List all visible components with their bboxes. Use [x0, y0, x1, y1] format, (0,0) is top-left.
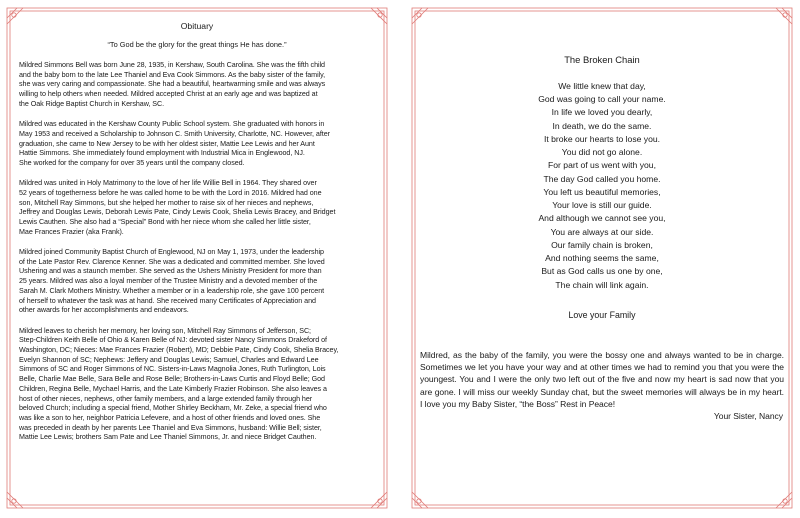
poem-title: The Broken Chain: [564, 54, 640, 65]
obituary-paragraph: [19, 327, 375, 444]
obituary-paragraph: [19, 248, 375, 316]
obituary-content: [19, 18, 375, 502]
paragraph-line: Hattie Simmons. She immediately found employment with Industrial Mica in Englewood, NJ.: [19, 149, 305, 158]
paragraph-line: Mildred was united in Holy Matrimony to the love of her life Willie Bell in 1964. They shared over: [19, 179, 317, 188]
paragraph-line: Mildred was educated in the Kershaw County Public School system. She graduated with honors in: [19, 120, 325, 129]
poem-page: [408, 4, 796, 512]
paragraph-line: Mildred leaves to cherish her memory, her loving son, Mitchell Ray Simmons of Jefferson, SC;: [19, 326, 311, 335]
paragraph-line: graduation, she came to New Jersey to be with her oldest sister, Mattie Lee Lewis and her Aunt: [19, 139, 315, 148]
paragraph-line: Mattie Lee Lewis; brothers Sam Pate and Lee Thaniel Simmons, Jr. and niece Bridget Cauthen.: [19, 433, 317, 442]
paragraph-line: Sarah M. Clark Mothers Ministry. Whether a member or in a leadership role, she gave 100 percent: [19, 286, 325, 295]
paragraph-line: was preceded in death by her parents Lee Thaniel and Eva Simmons, husband: Willie Bell; sister,: [19, 423, 322, 432]
paragraph-line: beloved Church; including a special friend, Mother Shirley Beckham, Mr. Zeke, a special friend who: [19, 404, 327, 413]
poem-line: But as God calls us one by one,: [541, 266, 663, 277]
poem-line: The chain will link again.: [555, 279, 649, 290]
paragraph-line: Lewis Cauthen. She also had a “Special” Bond with her niece whom she called her little sister,: [19, 218, 311, 227]
poem-line: You did not go alone.: [561, 147, 643, 158]
poem-line: And nothing seems the same,: [545, 253, 659, 264]
sister-tribute: [420, 349, 784, 422]
obituary-paragraph: [19, 120, 375, 169]
paragraph-line: was like a son to her, neighbor Patricia Lefevere, and a host of other friends and loved ones. She: [19, 414, 321, 422]
poem-content: [424, 18, 780, 502]
poem: [424, 80, 780, 292]
paragraph-line: May 1953 and received a Scholarship to Johnson C. Smith University, Charlotte, NC. However, after: [19, 129, 330, 138]
paragraph-line: of herself to whatever the task was at hand. She received many Certificates of Appreciation and: [19, 296, 316, 305]
poem-line: For part of us went with you,: [548, 160, 656, 171]
paragraph-line: other awards for her accomplishments and endeavors.: [19, 306, 189, 315]
paragraph-line: willing to help others when needed. Mildred accepted Christ at an early age and was baptized at: [19, 90, 318, 99]
paragraph-line: Jeffrey and Douglas Lewis, Deborah Lewis Pate, Cindy Lewis Cook, Shelia Lewis Bracey, and Bridget: [19, 208, 336, 217]
poem-line: Our family chain is broken,: [551, 239, 653, 250]
poem-line: You are always at our side.: [550, 226, 654, 237]
obituary-paragraph: [19, 61, 375, 110]
paragraph-line: 25 years. Mildred was also a loyal member of the Trustee Ministry and a devoted member of the: [19, 277, 318, 286]
poem-line: We little knew that day,: [558, 81, 646, 91]
paragraph-line: She worked for the company for over 35 years until the company closed.: [19, 158, 245, 167]
paragraph-line: host of other nieces, nephews, other family members, and a large extended family through her: [19, 394, 313, 403]
paragraph-line: 52 years of togetherness before he was called home to be with the Lord in 2016. Mildred had one: [19, 188, 322, 197]
paragraph-line: of the Late Pastor Rev. Clarence Kenner. She was a dedicated and committed member. She loved: [19, 257, 325, 266]
paragraph-line: Step-Children Keith Belle of Ohio & Karen Belle of NJ: devoted sister Nancy Simmons Drakeford of: [19, 336, 327, 345]
paragraph-line: and the baby born to the late Lee Thaniel and Eva Cook Simmons. As the baby sister of the family,: [19, 70, 326, 79]
paragraph-line: the Oak Ridge Baptist Church in Kershaw, SC.: [19, 99, 165, 108]
paragraph-line: Simmons of SC and Roger Simmons of NC. Sisters-in-Laws Magnolia Jones, Ruth Turlington, Lois: [19, 365, 326, 374]
obituary-paragraphs: [19, 61, 375, 443]
obituary-paragraph: [19, 179, 375, 237]
paragraph-line: Ushering and was a staunch member. She served as the Ushers Ministry President for more than: [19, 267, 322, 276]
paragraph-line: Evelyn Shannon of SC; Nephews: Jeffery and Douglas Lewis; Samuel, Charles and Edward Lee: [19, 355, 319, 364]
scripture-quote: “To God be the glory for the great things He has done.”: [107, 40, 287, 49]
poem-line: In life we loved you dearly,: [551, 107, 653, 118]
love-line: Love your Family: [568, 309, 636, 320]
paragraph-line: Belle, Charlie Mae Belle, Sara Belle and Rose Belle; Brothers-in-Laws Curtis and Floyd Belle; God: [19, 375, 325, 384]
poem-line: God was going to call your name.: [538, 94, 666, 105]
paragraph-line: Children, Regina Belle, Mychael Harris, and the Late Kimberly Frazier Robinson. She also leaves a: [19, 384, 327, 393]
poem-line: Your love is still our guide.: [552, 200, 652, 211]
paragraph-line: Mildred Simmons Bell was born June 28, 1935, in Kershaw, South Carolina. She was the fifth child: [19, 61, 325, 69]
poem-line: In death, we do the same.: [552, 120, 652, 131]
paragraph-line: Mae Frances Frazier (aka Frank).: [19, 227, 124, 236]
poem-line: You left us beautiful memories,: [543, 186, 661, 197]
paragraph-line: she was very caring and compassionate. She had a beautiful, heartwarming smile and was always: [19, 80, 326, 89]
paragraph-line: son, Mitchell Ray Simmons, but she helped her mother to raise six of her nieces and nephews,: [19, 198, 314, 207]
paragraph-line: Washington, DC; Nieces: Mae Frances Frazier (Robert), MD; Debbie Pate, Cindy Cook, Shelia Bracey,: [19, 345, 339, 354]
poem-line: It broke our hearts to lose you.: [543, 133, 661, 144]
paragraph-line: Mildred joined Community Baptist Church of Englewood, NJ on May 1, 1973, under the leadership: [19, 248, 324, 256]
obituary-page: [3, 4, 391, 512]
poem-line: The day God called you home.: [543, 173, 661, 184]
tribute-signoff: Your Sister, Nancy: [713, 411, 783, 422]
obituary-title: Obituary: [180, 21, 214, 31]
poem-line: And although we cannot see you,: [538, 213, 666, 224]
page-gutter: [391, 0, 408, 518]
tribute-text: Mildred, as the baby of the family, you were the bossy one and always wanted to be in charge. Sometimes we let you have your way and at other times we had to remind you that you were the youngest. You and I were the only two left out of the five and now my heart is sad now that you are gone. I will miss our weekly Sunday chat, but the sweet memories will always be in my heart. I love you my Baby Sister, “the Boss” Rest in Peace!: [420, 350, 784, 409]
